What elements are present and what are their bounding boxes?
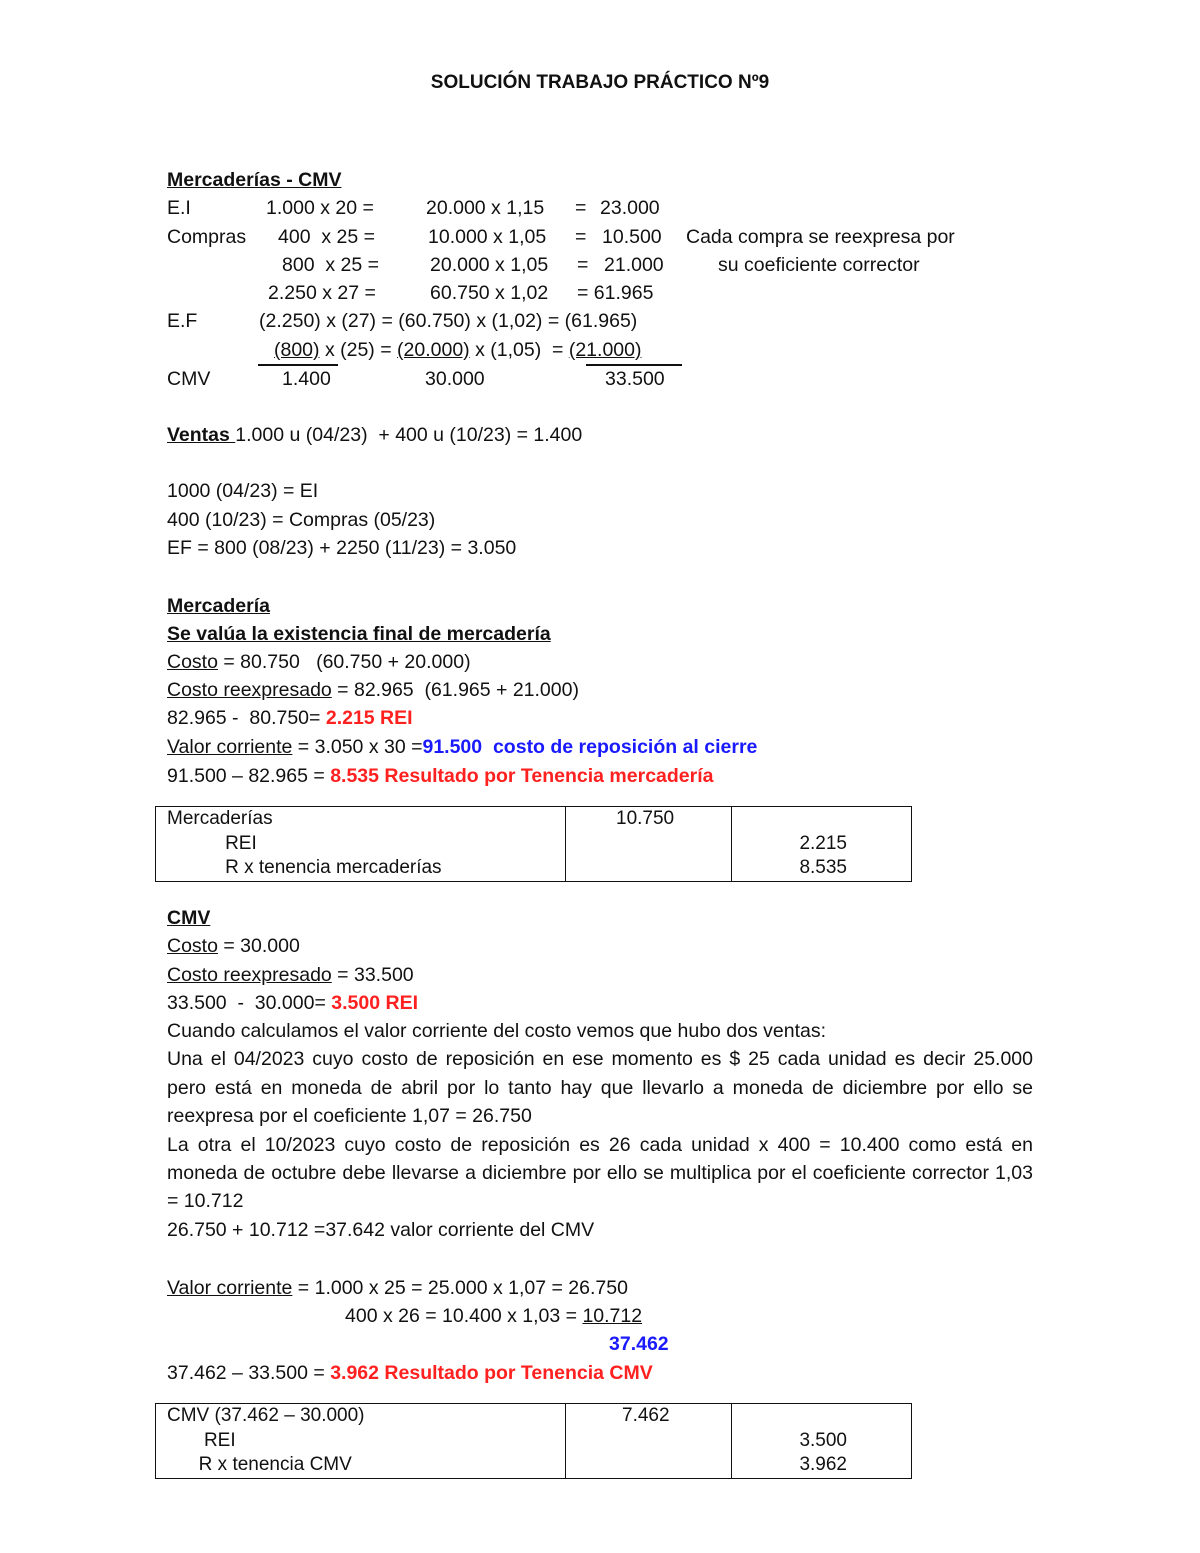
ei-result: 23.000: [600, 197, 660, 219]
cmv-reexp: 33.500: [605, 368, 665, 390]
compras3-result: = 61.965: [577, 282, 654, 304]
journal1-accounts: [156, 807, 566, 882]
compras2-eq: =: [577, 254, 589, 276]
cmv-reexp-label: Costo reexpresado: [167, 964, 332, 986]
journal2-accounts: [156, 1404, 566, 1479]
journal1-account: R x tenencia mercaderías: [167, 857, 442, 878]
cmv-explanation: [167, 1017, 1033, 1244]
cmv-rt-line: [167, 1361, 653, 1385]
cmv-vc-line-2: [345, 1304, 642, 1328]
merc-costo-text: = 80.750 (60.750 + 20.000): [217, 651, 471, 673]
journal1-debit: 10.750: [616, 808, 675, 829]
ei-calc: 20.000 x 1,15: [426, 197, 545, 219]
cmv-sum: 26.750 + 10.712 =37.642 valor corriente del CMV: [167, 1218, 595, 1241]
merc-reexp-text: = 82.965 (61.965 + 21.000): [331, 679, 579, 701]
cmv-reexp-text: = 33.500: [331, 964, 414, 986]
cmv-rei-value: 3.500 REI: [331, 992, 418, 1014]
merc-costo-label: Costo: [167, 651, 218, 673]
compras1-calc: 10.000 x 1,05: [428, 226, 547, 248]
merc-vc-line: [167, 735, 757, 759]
merc-rei-text: 82.965 - 80.750=: [167, 707, 326, 729]
cmv-costo-label: Costo: [167, 935, 218, 957]
merc-rt-value: 8.535 Resultado por Tenencia mercadería: [330, 765, 714, 787]
ei-label: E.I: [167, 197, 191, 219]
ef2-cost: (20.000): [397, 339, 470, 361]
merc-rt-text: 91.500 – 82.965 =: [167, 765, 331, 787]
journal1-credit: 8.535: [799, 857, 847, 878]
compras1-result: 10.500: [602, 226, 662, 248]
ei-qty: 1.000 x 20 =: [266, 197, 374, 219]
journal-entry-cmv: [155, 1403, 912, 1479]
compras2-result: 21.000: [604, 254, 664, 276]
journal1-credit: 2.215: [799, 832, 847, 854]
cmv-para-1: Una el 04/2023 cuyo costo de reposición en ese momento es $ 25 cada unidad es decir 25.000 pero está en moneda de abril por lo tanto hay que llevarlo a moneda de diciembre por ello se reexpresa por el coeficiente 1,07 = 26.750: [167, 1048, 1033, 1128]
ef-line-1: (2.250) x (27) = (60.750) x (1,02) = (61.965): [259, 310, 638, 332]
mercaderia-subheading: Se valúa la existencia final de mercadería: [167, 623, 551, 645]
compras-note-1: Cada compra se reexpresa por: [686, 226, 955, 248]
page-title: SOLUCIÓN TRABAJO PRÁCTICO Nº9: [430, 72, 770, 93]
ef-line-2: [274, 338, 641, 362]
ef-label: E.F: [167, 310, 198, 332]
journal2-debit-col: [566, 1404, 732, 1479]
cmv-rei-line: [167, 991, 418, 1015]
compras1-eq: =: [575, 226, 587, 248]
journal2-credit-col: [732, 1404, 912, 1479]
cmv-label: CMV: [167, 368, 211, 390]
ei-eq: =: [575, 197, 587, 219]
compras2-qty: 800 x 25 =: [282, 254, 380, 276]
journal1-credit-col: [732, 807, 912, 882]
journal2-credit: 3.962: [799, 1454, 847, 1475]
compras-label: Compras: [167, 226, 247, 248]
cmv-costo-line: [167, 934, 300, 958]
merc-vc-value: 91.500 costo de reposición al cierre: [422, 736, 758, 758]
ef2-result: (21.000): [568, 339, 642, 361]
cmv-costo-text: = 30.000: [217, 935, 300, 957]
cmv-para-2: La otra el 10/2023 cuyo costo de reposición es 26 cada unidad x 400 = 10.400 como está en moneda de octubre debe llevarse a diciembre por ello se multiplica por el coeficiente corrector 1,03 = 10.712: [167, 1133, 1033, 1213]
cmv-result-rule: [586, 364, 682, 366]
cmv-vc-label: Valor corriente: [167, 1277, 293, 1299]
units-line-2: 400 (10/23) = Compras (05/23): [167, 509, 436, 531]
compras3-qty: 2.250 x 27 =: [268, 282, 376, 304]
ventas-line: [167, 423, 582, 447]
journal1-account: REI: [167, 832, 257, 854]
cmv-reexp-line: [167, 963, 414, 987]
cmv-vc-text-1: = 1.000 x 25 = 25.000 x 1,07 = 26.750: [292, 1277, 628, 1299]
units-line-1: 1000 (04/23) = EI: [167, 480, 319, 502]
ventas-label: Ventas: [167, 424, 236, 446]
units-line-3: EF = 800 (08/23) + 2250 (11/23) = 3.050: [167, 537, 517, 559]
journal-entry-mercaderias: [155, 806, 912, 882]
mercaderia-heading: Mercadería: [167, 595, 270, 617]
merc-rei-value: 2.215 REI: [325, 707, 413, 729]
journal1-account: Mercaderías: [167, 808, 273, 829]
ef2-qty: (800): [274, 339, 320, 361]
compras-note-2: su coeficiente corrector: [718, 254, 920, 276]
journal1-debit-col: [566, 807, 732, 882]
cmv-vc-total: 37.462: [609, 1333, 669, 1355]
merc-vc-label: Valor corriente: [167, 736, 293, 758]
journal2-account: CMV (37.462 – 30.000): [167, 1405, 365, 1426]
cmv-vc-text-2: 400 x 26 = 10.400 x 1,03 =: [345, 1305, 583, 1327]
merc-rei-line: [167, 706, 413, 730]
cmv-qty-rule: [258, 364, 338, 366]
ef2-mid: x (25) =: [319, 339, 398, 361]
cmv-rt-text: 37.462 – 33.500 =: [167, 1362, 331, 1384]
cmv-vc-line-1: [167, 1276, 628, 1300]
cmv-heading: CMV: [167, 907, 211, 929]
compras3-calc: 60.750 x 1,02: [430, 282, 549, 304]
journal2-credit: 3.500: [799, 1429, 847, 1451]
merc-reexp-line: [167, 678, 579, 702]
merc-costo-line: [167, 650, 471, 674]
cmv-qty: 1.400: [282, 368, 331, 390]
merc-cmv-heading: Mercaderías - CMV: [167, 169, 342, 191]
cmv-rt-value: 3.962 Resultado por Tenencia CMV: [330, 1362, 653, 1384]
merc-vc-text: = 3.050 x 30 =: [292, 736, 423, 758]
journal2-debit: 7.462: [622, 1405, 670, 1426]
journal2-account: R x tenencia CMV: [167, 1454, 352, 1475]
cmv-vc-subtotal: 10.712: [582, 1305, 643, 1327]
cmv-cost: 30.000: [425, 368, 485, 390]
cmv-intro: Cuando calculamos el valor corriente del costo vemos que hubo dos ventas:: [167, 1020, 827, 1042]
merc-rt-line: [167, 764, 714, 788]
cmv-rei-text: 33.500 - 30.000=: [167, 992, 332, 1014]
ventas-text: 1.000 u (04/23) + 400 u (10/23) = 1.400: [235, 424, 583, 446]
merc-reexp-label: Costo reexpresado: [167, 679, 332, 701]
journal2-account: REI: [167, 1429, 236, 1451]
ef2-coef: x (1,05) =: [469, 339, 569, 361]
compras2-calc: 20.000 x 1,05: [430, 254, 549, 276]
compras1-qty: 400 x 25 =: [278, 226, 376, 248]
